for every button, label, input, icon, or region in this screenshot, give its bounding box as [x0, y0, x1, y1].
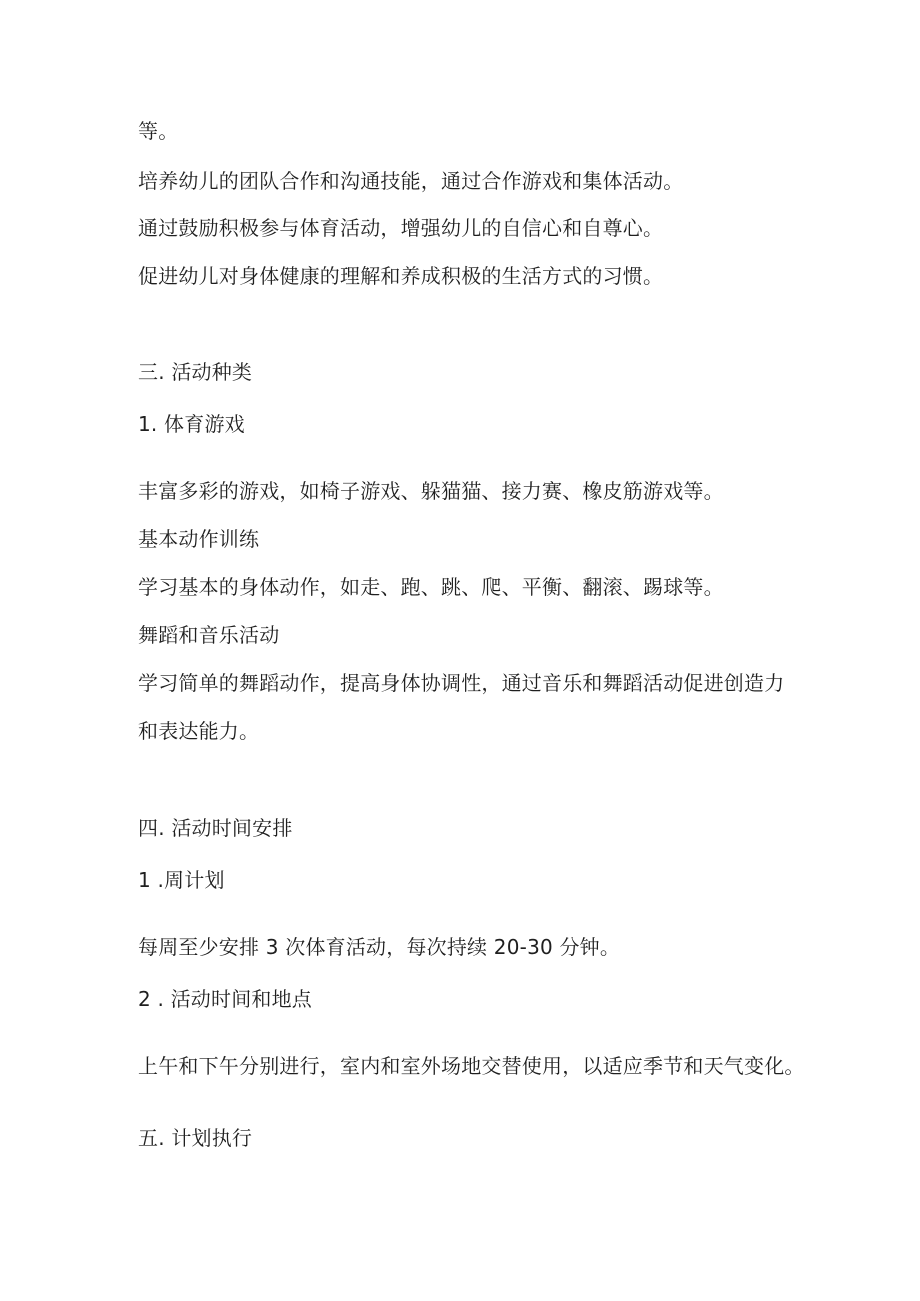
paragraph-line: 和表达能力。 — [138, 719, 260, 743]
paragraph-line: 通过鼓励积极参与体育活动，增强幼儿的自信心和自尊心。 — [138, 216, 664, 240]
section-heading: 四. 活动时间安排 — [138, 816, 293, 840]
paragraph-line: 促进幼儿对身体健康的理解和养成积极的生活方式的习惯。 — [138, 264, 664, 288]
section-heading: 五. 计划执行 — [138, 1126, 253, 1150]
subsection-heading: 1. 体育游戏 — [138, 412, 245, 436]
section-heading: 三. 活动种类 — [138, 360, 253, 384]
subsection-heading: 2 . 活动时间和地点 — [138, 987, 312, 1011]
paragraph-line: 培养幼儿的团队合作和沟通技能，通过合作游戏和集体活动。 — [138, 169, 684, 193]
subsection-heading: 1 .周计划 — [138, 868, 225, 892]
paragraph-line: 丰富多彩的游戏，如椅子游戏、躲猫猫、接力赛、橡皮筋游戏等。 — [138, 479, 724, 503]
paragraph-line: 舞蹈和音乐活动 — [138, 623, 280, 647]
paragraph-line: 基本动作训练 — [138, 527, 260, 551]
paragraph-line: 学习简单的舞蹈动作，提高身体协调性，通过音乐和舞蹈活动促进创造力 — [138, 671, 785, 695]
paragraph-line: 每周至少安排 3 次体育活动，每次持续 20-30 分钟。 — [138, 935, 621, 959]
paragraph-line: 等。 — [138, 119, 179, 143]
paragraph-line: 学习基本的身体动作，如走、跑、跳、爬、平衡、翻滚、踢球等。 — [138, 575, 724, 599]
paragraph-line: 上午和下午分别进行，室内和室外场地交替使用，以适应季节和天气变化。 — [138, 1054, 805, 1078]
